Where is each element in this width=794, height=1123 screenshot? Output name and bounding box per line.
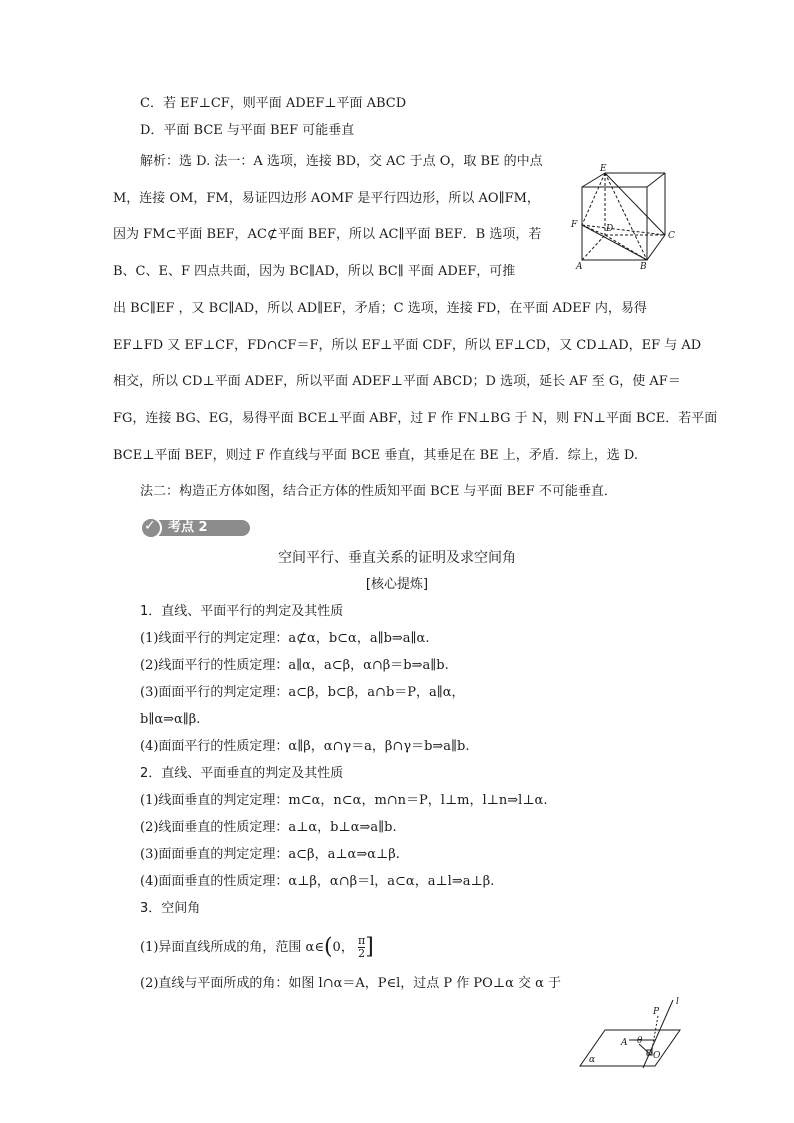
plane-label-alpha: α xyxy=(589,1055,596,1065)
plane-label-p: P xyxy=(653,1007,660,1017)
parallel-theorem-3: (3)面面平行的判定定理：a⊂β，b⊂β，a∩b＝P，a∥α， xyxy=(140,685,465,700)
badge-label: 考点 2 xyxy=(168,520,208,535)
cube-label-c: C xyxy=(668,231,675,241)
angles-heading: 3．空间角 xyxy=(140,901,201,916)
perpendicular-heading: 2．直线、平面垂直的判定及其性质 xyxy=(140,766,344,781)
parallel-theorem-4: (4)面面平行的性质定理：α∥β，α∩γ＝a，β∩γ＝b⇒a∥b. xyxy=(140,739,470,754)
angles-range-prefix: (1)异面直线所成的角，范围 α∈ xyxy=(140,940,324,955)
parallel-theorem-3-cont: b∥α⇒α∥β. xyxy=(140,712,201,727)
solution-line-7: 相交，所以 CD⊥平面 ADEF，所以平面 ADEF⊥平面 ABCD；D 选项，延长 AF 至 G，使 AF＝ xyxy=(113,374,681,389)
cube-label-f: F xyxy=(571,220,578,230)
angles-range-zero: 0， xyxy=(332,940,354,955)
plane-angle-figure xyxy=(575,998,690,1070)
perpendicular-theorem-2: (2)线面垂直的性质定理：a⊥α，b⊥α⇒a∥b. xyxy=(140,820,397,835)
cube-label-b: B xyxy=(640,262,647,272)
section-subtitle: [核心提炼] xyxy=(365,577,429,592)
option-d: D．平面 BCE 与平面 BEF 可能垂直 xyxy=(140,123,355,138)
plane-label-a: A xyxy=(621,1038,628,1048)
fraction-numerator: π xyxy=(357,934,366,947)
angles-line-plane: (2)直线与平面所成的角：如图 l∩α＝A，P∈l，过点 P 作 PO⊥α 交 α 于 xyxy=(140,976,562,991)
cube-label-a: A xyxy=(576,262,583,272)
plane-label-o: O xyxy=(653,1051,661,1061)
cube-label-e: E xyxy=(600,164,607,174)
solution-line-4: B、C、E、F 四点共面，因为 BC∥AD，所以 BC∥ 平面 ADEF，可推 xyxy=(113,264,516,279)
solution-line-8: FG，连接 BG、EG，易得平面 BCE⊥平面 ABF，过 F 作 FN⊥BG 于 N，则 FN⊥平面 BCE．若平面 xyxy=(113,411,718,426)
parallel-heading: 1．直线、平面平行的判定及其性质 xyxy=(140,604,344,619)
section-title: 空间平行、垂直关系的证明及求空间角 xyxy=(278,550,516,566)
solution-line-2: M，连接 OM，FM，易证四边形 AOMF 是平行四边形，所以 AO∥FM， xyxy=(113,191,540,206)
parallel-theorem-1: (1)线面平行的判定定理：a⊄α，b⊂α，a∥b⇒a∥α. xyxy=(140,631,430,646)
perpendicular-theorem-4: (4)面面垂直的性质定理：α⊥β，α∩β＝l，a⊂α，a⊥l⇒a⊥β. xyxy=(140,874,495,889)
solution-line-1: 解析：选 D. 法一：A 选项，连接 BD，交 AC 于点 O，取 BE 的中点 xyxy=(140,154,543,169)
option-c: C．若 EF⊥CF，则平面 ADEF⊥平面 ABCD xyxy=(140,96,407,111)
solution-line-3: 因为 FM⊂平面 BEF，AC⊄平面 BEF，所以 AC∥平面 BEF．B 选项，若 xyxy=(113,227,542,242)
perpendicular-theorem-3: (3)面面垂直的判定定理：a⊂β，a⊥α⇒α⊥β. xyxy=(140,847,400,862)
plane-label-l: l xyxy=(676,997,679,1007)
solution-line-5: 出 BC∥EF ，又 BC∥AD，所以 AD∥EF，矛盾；C 选项，连接 FD，在平面 ADEF 内，易得 xyxy=(113,301,647,316)
solution-line-10: 法二：构造正方体如图，结合正方体的性质知平面 BCE 与平面 BEF 不可能垂直． xyxy=(140,484,617,499)
plane-label-theta: θ xyxy=(637,1036,643,1046)
kaodian-badge xyxy=(140,517,252,539)
angles-range-line: (1)异面直线所成的角，范围 α∈(0， $\frac{\pi}{2}$ ] xyxy=(140,934,374,960)
fraction-denominator: 2 xyxy=(358,947,366,960)
cube-label-d: D xyxy=(606,224,614,234)
parallel-theorem-2: (2)线面平行的性质定理：a∥α，a⊂β，α∩β＝b⇒a∥b. xyxy=(140,658,449,673)
check-icon: ✓ xyxy=(144,518,156,534)
solution-line-9: BCE⊥平面 BEF，则过 F 作直线与平面 BCE 垂直，其垂足在 BE 上，矛盾．综上，选 D. xyxy=(113,448,638,463)
solution-line-6: EF⊥FD 又 EF⊥CF，FD∩CF＝F，所以 EF⊥平面 CDF，所以 EF⊥CD，又 CD⊥AD，EF 与 AD xyxy=(113,338,702,353)
perpendicular-theorem-1: (1)线面垂直的判定定理：m⊂α，n⊂α，m∩n＝P，l⊥m，l⊥n⇒l⊥α. xyxy=(140,793,548,808)
cube-figure xyxy=(570,165,680,280)
